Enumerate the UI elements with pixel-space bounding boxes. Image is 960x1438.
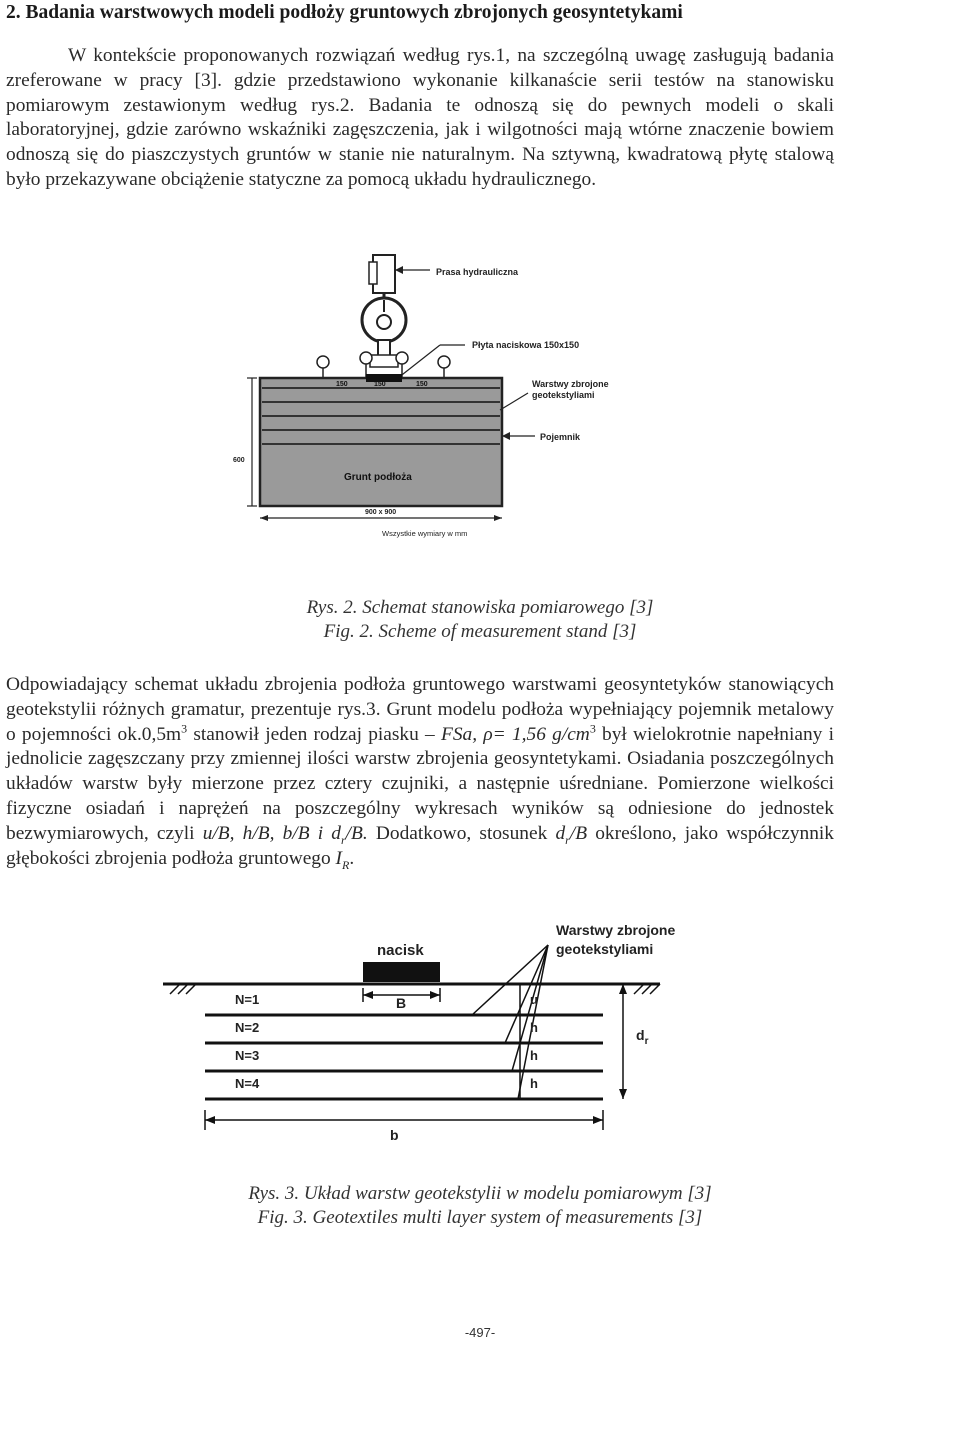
paragraph-1-text: W kontekście proponowanych rozwiązań według rys.1, na szczególną uwagę zasługują badania zreferowane w pracy [3]. gdzie przedstawiono wykonanie kilkanaście serii testów na stanowisku pomiarowym zestawionym według rys.2. Badania te odnoszą się do pewnych modeli o skali laboratoryjnej, gdzie zarówno wskaźniki zagęszczenia, jak i wilgotności mają wtórne znaczenie bowiem odnoszą się do piaszczystych gruntów w stanie nie naturalnym. Na sztywną, kwadratową płytę stalową było przekazywane obciążenie statyczne za pomocą układu hydraulicznego. xyxy=(6,45,834,190)
dim-150-c: 150 xyxy=(416,381,428,388)
dim-150-a: 150 xyxy=(336,381,348,388)
label-B: B xyxy=(396,995,407,1011)
page-number: -497- xyxy=(464,1325,496,1340)
label-h3: h xyxy=(530,1076,538,1091)
label-soil: Grunt podłoża xyxy=(344,472,412,483)
label-h1: h xyxy=(530,1020,538,1035)
label-n1: N=1 xyxy=(235,992,260,1007)
load-block xyxy=(363,962,440,982)
paragraph-2-text: Odpowiadający schemat układu zbrojenia podłoża gruntowego warstwami geosyntetyków stanowiących geotekstylii różnych gramatur, prezentuje rys.3. Grunt modelu podłoża wypełniający pojemnik metalowy o pojemności $ok.0,5m^3$ stanowił jeden rodzaj piasku – FSa, ρ= 1,56 $g/cm^3$ był wielokrotnie napełniany i jednolicie zagęszczany przy zmiennej ilości warstw zbrojenia geosyntetykami. Osiadania poszczególnych układów warstw były mierzone przez cztery czujniki, a następnie uśredniane. Pomierzone wielkości fizyczne osiadań i naprężeń na poszczególny wykresach wyników są odniesione do jednostek bezwymiarowych, czyli u/B, h/B, b/B i $d_r/B$. Dodatkowo, stosunek $d_r/B$ określono, jako współczynnik głębokości zbrojenia podłoża gruntowego $I_R$. xyxy=(6,674,834,872)
caption-fig3-en: Fig. 3. Geotextiles multi layer system of measurements [3] xyxy=(257,1207,703,1228)
label-n4: N=4 xyxy=(235,1076,260,1091)
label-h2: h xyxy=(530,1048,538,1063)
label-layers-2: geotekstyliami xyxy=(556,941,654,957)
dim-base: 900 x 900 xyxy=(365,509,397,516)
dim-height: 600 xyxy=(233,457,245,464)
label-n2: N=2 xyxy=(235,1020,260,1035)
label-b: b xyxy=(390,1127,399,1143)
geotextile-layer-lines xyxy=(205,1015,603,1099)
label-u: u xyxy=(530,992,538,1007)
dim-note: Wszystkie wymiary w mm xyxy=(382,529,468,538)
label-load: nacisk xyxy=(377,942,424,959)
label-plate: Płyta naciskowa 150x150 xyxy=(472,340,580,350)
label-layers-2: geotekstyliami xyxy=(532,390,595,400)
caption-fig2-pl: Rys. 2. Schemat stanowiska pomiarowego [3] xyxy=(306,597,654,618)
label-press: Prasa hydrauliczna xyxy=(436,267,519,277)
label-layers-1: Warstwy zbrojone xyxy=(556,922,676,938)
label-n3: N=3 xyxy=(235,1048,260,1063)
dim-150-b: 150 xyxy=(374,381,386,388)
label-container: Pojemnik xyxy=(540,432,581,442)
label-dr: $d_r$ xyxy=(636,1027,649,1047)
section-heading: 2. Badania warstwowych modeli podłoży gruntowych zbrojonych geosyntetykami xyxy=(6,2,683,23)
caption-fig2-en: Fig. 2. Scheme of measurement stand [3] xyxy=(323,621,637,642)
caption-fig3-pl: Rys. 3. Układ warstw geotekstylii w modelu pomiarowym [3] xyxy=(248,1183,712,1204)
label-layers-1: Warstwy zbrojone xyxy=(532,379,609,389)
